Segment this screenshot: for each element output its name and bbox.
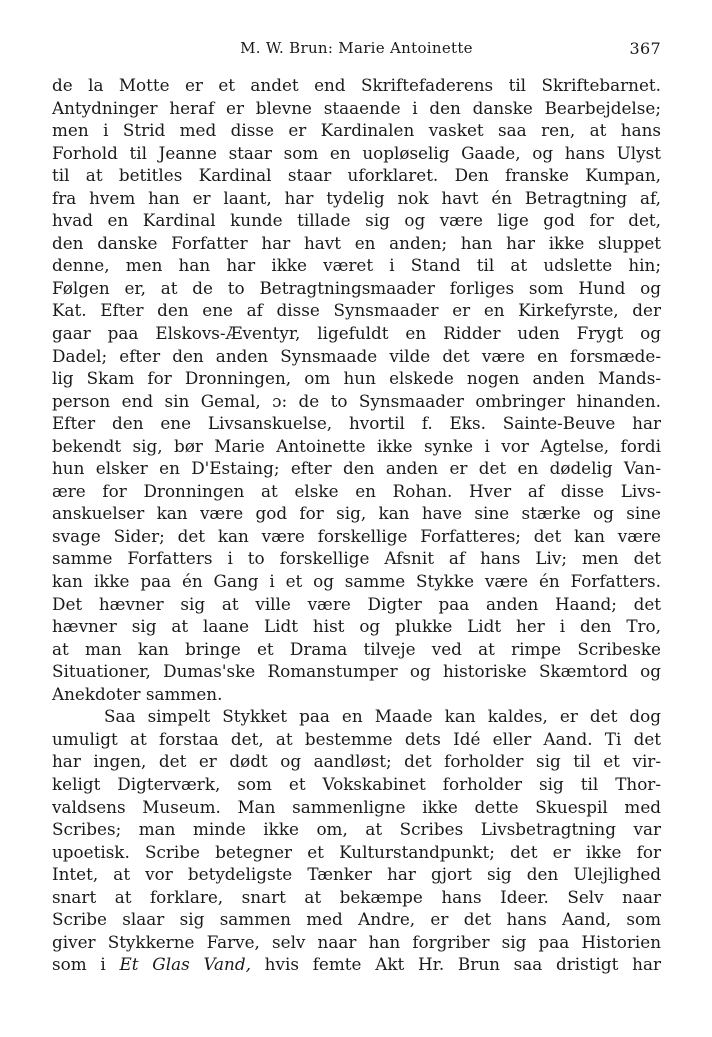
page-number: 367	[629, 39, 661, 58]
text-line: at man kan bringe et Drama tilveje ved at rimpe Scribeske	[52, 638, 661, 659]
text-line: umuligt at forstaa det, at bestemme dets Idé eller Aand. Ti det	[52, 728, 661, 749]
text-line: hævner sig at laane Lidt hist og plukke Lidt her i den Tro,	[52, 616, 661, 637]
final-line-after: hvis femte Akt Hr. Brun saa dristigt har	[250, 954, 661, 975]
text-line: Situationer, Dumas'ske Romanstumper og historiske Skæmtord og	[52, 661, 661, 682]
text-line: lig Skam for Dronningen, om hun elskede nogen anden Mands-	[52, 368, 661, 389]
text-line: gaar paa Elskovs-Æventyr, ligefuldt en Ridder uden Frygt og	[52, 323, 661, 344]
text-line: person end sin Gemal, ɔ: de to Synsmaader ombringer hinanden.	[52, 390, 661, 411]
text-line: Følgen er, at de to Betragtningsmaader forliges som Hund og	[52, 277, 661, 298]
text-line: keligt Digterværk, som et Vokskabinet forholder sig til Thor-	[52, 773, 661, 794]
text-line: bekendt sig, bør Marie Antoinette ikke synke i vor Agtelse, fordi	[52, 435, 661, 456]
final-line	[52, 953, 661, 976]
text-line: svage Sider; det kan være forskellige Forfatteres; det kan være	[52, 525, 661, 546]
text-line: hun elsker en D'Estaing; efter den anden er det en dødelig Van-	[52, 458, 661, 479]
play-title-italic: Et Glas Vand,	[119, 954, 251, 975]
text-line: den danske Forfatter har havt en anden; han har ikke sluppet	[52, 232, 661, 253]
text-line: anskuelser kan være god for sig, kan have sine stærke og sine	[52, 503, 661, 524]
text-line: Efter den ene Livsanskuelse, hvortil f. Eks. Sainte-Beuve har	[52, 413, 661, 434]
text-line: hvad en Kardinal kunde tillade sig og være lige god for det,	[52, 210, 661, 231]
text-line: samme Forfatters i to forskellige Afsnit af hans Liv; men det	[52, 548, 661, 569]
text-line: Scribe slaar sig sammen med Andre, er det hans Aand, som	[52, 909, 661, 930]
text-line: giver Stykkerne Farve, selv naar han forgriber sig paa Historien	[52, 931, 661, 952]
text-line: Scribes; man minde ikke om, at Scribes Livsbetragtning var	[52, 819, 661, 840]
text-line: de la Motte er et andet end Skriftefaderens til Skriftebarnet.	[52, 75, 661, 95]
text-line: upoetisk. Scribe betegner et Kulturstandpunkt; det er ikke for	[52, 841, 661, 862]
running-title: M. W. Brun: Marie Antoinette	[240, 39, 473, 57]
text-line: snart at forklare, snart at bekæmpe hans Ideer. Selv naar	[52, 886, 661, 907]
text-line: men i Strid med disse er Kardinalen vasket saa ren, at hans	[52, 120, 661, 141]
text-line: ære for Dronningen at elske en Rohan. Hver af disse Livs-	[52, 480, 661, 501]
text-line: Kat. Efter den ene af disse Synsmaader er en Kirkefyrste, der	[52, 300, 661, 321]
final-line-before: som i	[52, 954, 120, 975]
page	[52, 30, 661, 976]
text-line: Forhold til Jeanne staar som en uopløselig Gaade, og hans Ulyst	[52, 142, 661, 163]
text-line: Det hævner sig at ville være Digter paa anden Haand; det	[52, 593, 661, 614]
text-line: Antydninger heraf er blevne staaende i den danske Bearbejdelse;	[52, 97, 661, 118]
text-line: har ingen, det er dødt og aandløst; det forholder sig til et vir-	[52, 751, 661, 772]
text-line: Intet, at vor betydeligste Tænker har gjort sig den Ulejlighed	[52, 864, 661, 885]
text-line: Dadel; efter den anden Synsmaade vilde det være en forsmæde-	[52, 345, 661, 366]
text-line: denne, men han har ikke været i Stand til at udslette hin;	[52, 255, 661, 276]
paragraph-first-line: Saa simpelt Stykket paa en Maade kan kaldes, er det dog	[104, 706, 661, 727]
body-text	[52, 74, 661, 976]
text-line: til at betitles Kardinal staar uforklaret. Den franske Kumpan,	[52, 165, 661, 186]
paragraph-end-line: Anekdoter sammen.	[52, 683, 223, 704]
text-line: kan ikke paa én Gang i et og samme Stykke være én Forfatters.	[52, 571, 661, 592]
running-head	[52, 30, 661, 60]
text-line: fra hvem han er laant, har tydelig nok havt én Betragtning af,	[52, 187, 661, 208]
text-line: valdsens Museum. Man sammenligne ikke dette Skuespil med	[52, 796, 661, 817]
